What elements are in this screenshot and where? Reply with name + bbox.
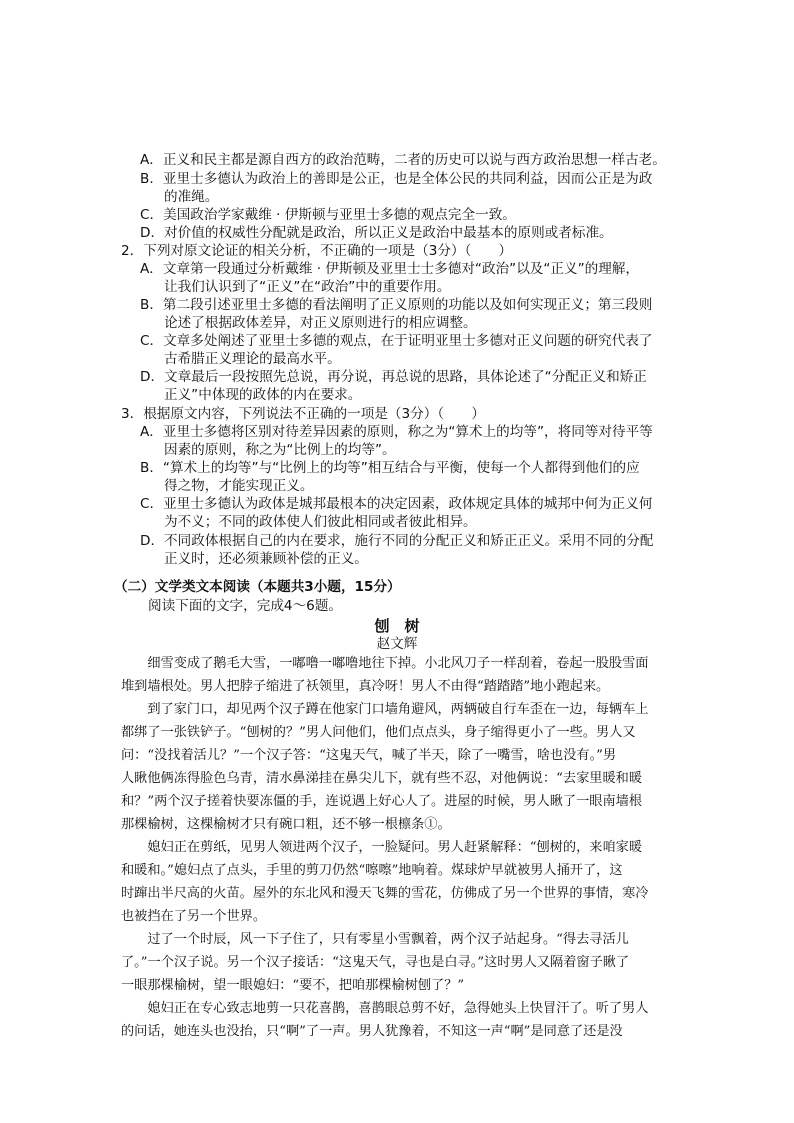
section-instruction: 阅读下面的文字，完成4～6题。 [148, 598, 343, 614]
q3-option-a-cont: 因素的原则，称之为“比例上的均等”。 [164, 442, 396, 458]
q1-option-a: A．正义和民主都是源自西方的政治范畴，二者的历史可以说与西方政治思想一样古老。 [140, 152, 666, 168]
story-line: 都绑了一张铁铲子。“刨树的？”男人问他们，他们点点头，身子缩得更小了一些。男人又 [121, 725, 636, 740]
story-line: 和暖和。”媳妇点了点头，手里的剪刀仍然“嚓嚓”地响着。煤球炉早就被男人捅开了，这 [121, 863, 623, 878]
q2-option-b: B．第二段引述亚里士多德的看法阐明了正义原则的功能以及如何实现正义；第三段则 [140, 297, 653, 313]
story-line: 的问话，她连头也没抬，只“啊”了一声。男人犹豫着，不知这一声“啊”是同意了还是没 [121, 1024, 623, 1039]
story-line: 那棵榆树，这棵榆树才只有碗口粗，还不够一根檩条①。 [121, 817, 451, 832]
story-line: 媳妇正在专心致志地剪一只花喜鹊，喜鹊眼总剪不好，急得她头上快冒汗了。听了男人 [121, 1001, 649, 1016]
story-line: 过了一个时辰，风一下子住了，只有零星小雪飘着，两个汉子站起身。“得去寻活儿 [121, 932, 629, 947]
q3-option-c: C．亚里士多德认为政体是城邦最根本的决定因素，政体规定具体的城邦中何为正义何 [140, 496, 653, 512]
story-line: 到了家门口，却见两个汉子蹲在他家门口墙角避风，两辆破自行车歪在一边，每辆车上 [121, 702, 649, 717]
q3-option-b: B．“算术上的均等”与“比例上的均等”相互结合与平衡，使每一个人都得到他们的应 [140, 460, 640, 476]
q1-option-b-cont: 的准绳。 [164, 189, 219, 205]
q2-option-a-cont: 让我们认识到了“正义”在“政治”中的重要作用。 [164, 279, 451, 295]
q2-option-c-cont: 古希腊正义理论的最高水平。 [164, 351, 341, 367]
q3-option-c-cont: 为不义；不同的政体使人们彼此相同或者彼此相异。 [164, 514, 477, 530]
q1-option-d: D．对价值的权威性分配就是政治，所以正义是政治中最基本的原则或者标准。 [140, 225, 613, 241]
q1-option-b: B．亚里士多德认为政治上的善即是公正，也是全体公民的共同利益，因而公正是为政 [140, 171, 653, 187]
story-line: 人瞅他俩冻得脸色乌青，清水鼻涕挂在鼻尖儿下，就有些不忍，对他俩说：“去家里暖和暖 [121, 771, 643, 786]
story-line: 问：“没找着活儿？”一个汉子答：“这鬼天气，喊了半天，除了一嘴雪，啥也没有。”男 [121, 748, 617, 763]
q2-option-b-cont: 论述了根据政体差异，对正义原则进行的相应调整。 [164, 315, 477, 331]
q2-option-d: D．文章最后一段按照先总说，再分说，再总说的思路，具体论述了“分配正义和矫正 [140, 369, 647, 385]
q2-option-d-cont: 正义”中体现的政体的内在要求。 [164, 387, 362, 403]
q3-option-d: D．不同政体根据自己的内在要求，施行不同的分配正义和矫正正义。采用不同的分配 [140, 533, 654, 549]
q3-option-b-cont: 得之物，才能实现正义。 [164, 478, 314, 494]
story-line: 媳妇正在剪纸，见男人领进两个汉子，一脸疑问。男人赶紧解释：“刨树的，来咱家暖 [121, 840, 643, 855]
story-line: 细雪变成了鹅毛大雪，一嘟噜一嘟噜地往下掉。小北风刀子一样刮着，卷起一股股雪面 [121, 656, 649, 671]
q2-option-a: A．文章第一段通过分析戴维 · 伊斯顿及亚里士士多德对“政治”以及“正义”的理解， [140, 261, 640, 277]
story-line: 一眼那棵榆树，望一眼媳妇：“要不，把咱那棵榆树刨了？” [121, 978, 465, 993]
story-line: 了。”一个汉子说。另一个汉子接话：“这鬼天气，寻也是白寻。”这时男人又隔着窗子瞅了 [121, 955, 630, 970]
story-title: 刨 树 [374, 617, 420, 635]
q2-stem: 2．下列对原文论证的相关分析，不正确的一项是（3分）（ ） [121, 243, 513, 259]
story-line: 也被挡在了另一个世界。 [121, 909, 267, 924]
story-line: 和？”两个汉子搓着快要冻僵的手，连说遇上好心人了。进屋的时候，男人瞅了一眼南墙根 [121, 794, 643, 809]
q3-option-d-cont: 正义时，还必须兼顾补偿的正义。 [164, 551, 368, 567]
q3-stem: 3．根据原文内容，下列说法不正确的一项是（3分）（ ） [121, 406, 485, 422]
story-line: 堆到墙根处。男人把脖子缩进了袄领里，真冷呀！男人不由得“踏踏踏”地小跑起来。 [121, 679, 610, 694]
story-line: 时蹿出半尺高的火苗。屋外的东北风和漫天飞舞的雪花，仿佛成了另一个世界的事情，寒冷 [121, 886, 649, 901]
q3-option-a: A．亚里士多德将区别对待差异因素的原则，称之为“算术上的均等”，将同等对待平等 [140, 424, 653, 440]
story-author: 赵文辉 [376, 636, 418, 652]
q2-option-c: C．文章多处阐述了亚里士多德的观点，在于证明亚里士多德对正义问题的研究代表了 [140, 333, 653, 349]
q1-option-c: C．美国政治学家戴维 · 伊斯顿与亚里士多德的观点完全一致。 [140, 207, 516, 223]
section-heading: （二）文学类文本阅读（本题共3小题，15分） [114, 579, 401, 595]
